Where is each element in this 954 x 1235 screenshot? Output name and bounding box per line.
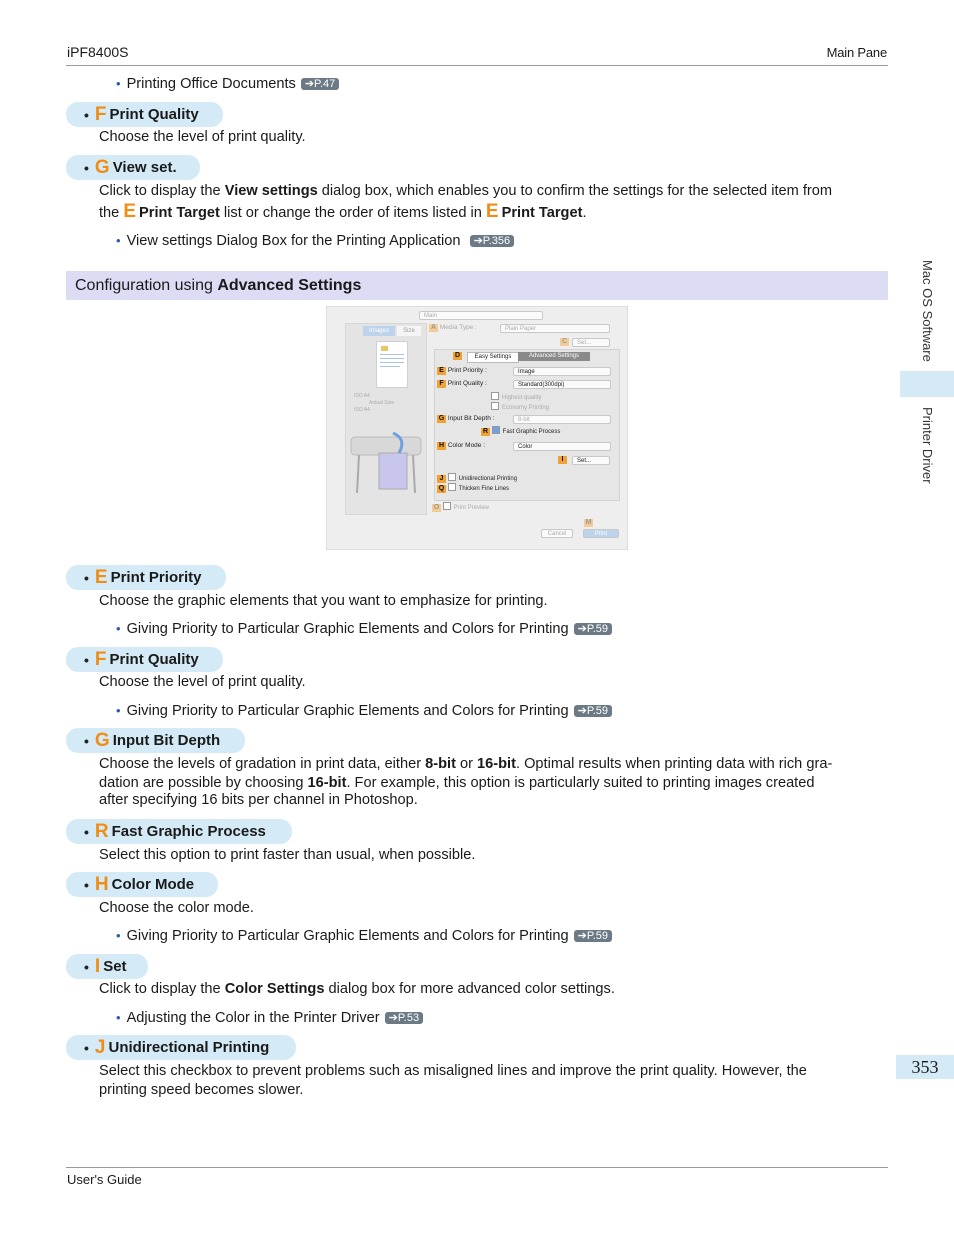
heading-input-bit-depth: • G Input Bit Depth: [66, 728, 245, 753]
media-type-row: A Media Type :: [430, 324, 477, 331]
section-name: Main Pane: [826, 45, 887, 60]
bit-depth-row: G Input Bit Depth :: [438, 415, 495, 422]
footer-guide: User's Guide: [67, 1172, 142, 1187]
bullet-icon: •: [84, 569, 89, 586]
marker-m: M: [585, 519, 592, 526]
heading-fast-graphic-process: • R Fast Graphic Process: [66, 819, 292, 844]
item-description: Click to display the Color Settings dialog box for more advanced color settings.: [99, 981, 615, 997]
tab-advanced-settings[interactable]: Advanced Settings: [518, 352, 590, 361]
page-number: 353: [896, 1055, 954, 1079]
tab-images[interactable]: Images: [363, 326, 395, 336]
page-ref-link[interactable]: ➔P.59: [574, 930, 612, 942]
color-set-button[interactable]: Set...: [572, 456, 610, 465]
bit-depth-select[interactable]: 8-bit: [513, 415, 611, 424]
item-description: Choose the graphic elements that you want to emphasize for printing.: [99, 593, 548, 609]
side-tab-highlight: [900, 371, 954, 397]
heading-unidirectional-printing: • J Unidirectional Printing: [66, 1035, 296, 1060]
marker-i: I: [558, 456, 567, 464]
item-description: Choose the levels of gradation in print data, either 8-bit or 16-bit. Optimal results when printing data with rich gra- dation are possible by choosing 16-bit. For example, this option is particularly suited to printing images created after specifying 16 bits per channel in Photoshop.: [99, 756, 833, 808]
main-popup[interactable]: Main: [419, 311, 543, 320]
advanced-settings-dialog-screenshot: [326, 306, 628, 550]
tab-size[interactable]: Size: [397, 326, 421, 336]
bullet-icon: •: [84, 1039, 89, 1056]
page-ref-link[interactable]: ➔P.356: [470, 235, 515, 247]
print-button[interactable]: Print: [583, 529, 619, 538]
tab-easy-settings[interactable]: Easy Settings: [467, 352, 519, 363]
bullet-icon: •: [116, 1010, 121, 1025]
bullet-icon: •: [116, 233, 121, 248]
list-item: [116, 231, 514, 251]
thicken-lines-checkbox[interactable]: Q Thicken Fine Lines: [438, 485, 510, 492]
page-thumbnail: [376, 341, 408, 388]
item-description: Choose the level of print quality.: [99, 129, 306, 145]
bullet-icon: •: [116, 703, 121, 718]
paper-size-1: ISO A4: [354, 393, 370, 399]
bullet-icon: •: [116, 621, 121, 636]
heading-color-mode: • H Color Mode: [66, 872, 218, 897]
item-description: Select this checkbox to prevent problems such as misaligned lines and improve the print quality. However, the printing speed becomes slower.: [99, 1063, 807, 1098]
print-priority-row: E Print Priority :: [437, 367, 487, 375]
item-label: View set.: [112, 159, 177, 176]
list-item: • Giving Priority to Particular Graphic Elements and Colors for Printing ➔P.59: [116, 701, 612, 721]
print-quality-select[interactable]: Standard(300dpi): [513, 380, 611, 389]
print-quality-row: F Print Quality :: [437, 380, 487, 388]
view-set-desc-line1: Click to display the View settings dialog box, which enables you to confirm the settings for the selected item from: [99, 183, 833, 199]
bullet-icon: •: [84, 823, 89, 840]
heading-print-quality: [66, 102, 223, 127]
bullet-icon: •: [84, 651, 89, 668]
marker-d: D: [454, 352, 461, 359]
bullet-icon: •: [84, 876, 89, 893]
list-item: • Giving Priority to Particular Graphic Elements and Colors for Printing ➔P.59: [116, 926, 612, 946]
heading-set: • I Set: [66, 954, 148, 979]
media-set-button[interactable]: Set...: [572, 338, 610, 347]
list-item: [116, 74, 339, 94]
economy-printing-checkbox[interactable]: Economy Printing: [491, 402, 549, 411]
media-type-select[interactable]: Plain Paper: [500, 324, 610, 333]
header-rule: [66, 65, 888, 66]
side-tab-mac-os-software[interactable]: Mac OS Software: [920, 260, 935, 362]
page-ref-link[interactable]: ➔P.47: [301, 78, 339, 90]
page-ref-link[interactable]: ➔P.59: [574, 623, 612, 635]
item-description: Choose the color mode.: [99, 900, 254, 916]
page-ref-link[interactable]: ➔P.53: [385, 1012, 423, 1024]
item-description: Choose the level of print quality.: [99, 674, 306, 690]
list-item: • Adjusting the Color in the Printer Driver ➔P.53: [116, 1008, 423, 1028]
paper-size-2: ISO A4: [354, 407, 370, 413]
unidirectional-checkbox[interactable]: J Unidirectional Printing: [437, 473, 517, 483]
bullet-icon: •: [84, 106, 89, 123]
section-heading: Configuration using Advanced Settings: [66, 271, 888, 300]
bullet-icon: •: [84, 732, 89, 749]
heading-print-priority: • E Print Priority: [66, 565, 226, 590]
color-mode-row: H Color Mode :: [438, 442, 486, 449]
bullet-icon: •: [84, 159, 89, 176]
heading-print-quality: • F Print Quality: [66, 647, 223, 672]
item-letter: G: [94, 156, 110, 178]
bullet-icon: •: [116, 76, 121, 91]
actual-size-label: Actual Size: [369, 400, 395, 406]
printer-illustration-icon: [349, 427, 427, 497]
footer-rule: [66, 1167, 888, 1168]
side-tab-printer-driver[interactable]: Printer Driver: [920, 407, 935, 484]
item-label: Print Quality: [109, 106, 199, 123]
bullet-text: View settings Dialog Box for the Printing Application: [126, 233, 461, 249]
fast-graphic-checkbox[interactable]: R Fast Graphic Process: [482, 428, 561, 435]
page-ref-link[interactable]: ➔P.59: [574, 705, 612, 717]
heading-view-set: [66, 155, 200, 180]
bullet-text: Printing Office Documents: [126, 76, 296, 92]
media-set-row: C: [561, 338, 568, 345]
bullet-icon: •: [116, 928, 121, 943]
document-model: iPF8400S: [67, 44, 129, 60]
item-description: Select this option to print faster than usual, when possible.: [99, 847, 476, 863]
bullet-icon: •: [84, 958, 89, 975]
print-priority-select[interactable]: Image: [513, 367, 611, 376]
list-item: • Giving Priority to Particular Graphic Elements and Colors for Printing ➔P.59: [116, 619, 612, 639]
item-letter: F: [94, 103, 107, 125]
cancel-button[interactable]: Cancel: [541, 529, 573, 538]
view-set-desc-line2: the E Print Target list or change the order of items listed in E Print Target.: [99, 201, 587, 222]
color-mode-select[interactable]: Color: [513, 442, 611, 451]
highest-quality-checkbox[interactable]: Highest quality: [491, 392, 541, 401]
print-preview-checkbox[interactable]: O Print Preview: [433, 504, 490, 511]
